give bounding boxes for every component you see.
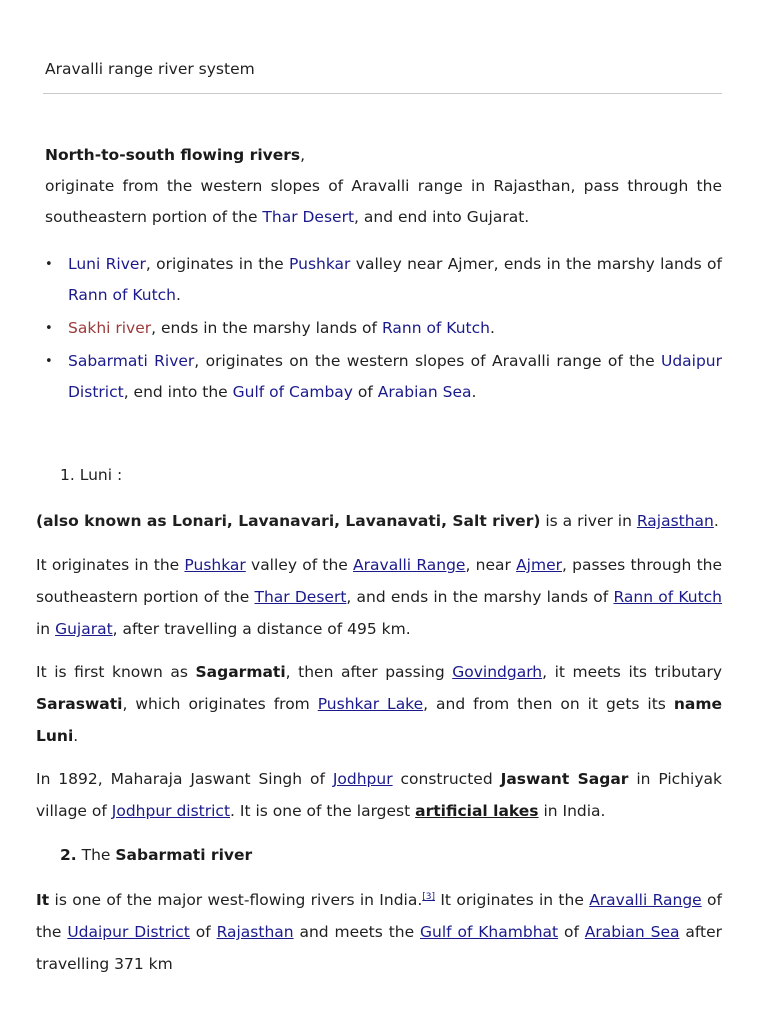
arabian-sea-link[interactable]: Arabian Sea xyxy=(377,383,472,401)
gulf-of-cambay-link[interactable]: Gulf of Cambay xyxy=(232,383,353,401)
luni-paragraph-4: In 1892, Maharaja Jaswant Singh of Jodhpur constructed Jaswant Sagar in Pichiyak village of Jodhpur district. It is one of the largest artificial lakes in India. xyxy=(36,770,722,820)
sabarmati-river-link[interactable]: Sabarmati River xyxy=(68,352,195,370)
ajmer-link[interactable]: Ajmer xyxy=(516,556,562,574)
gulf-of-khambhat-link[interactable]: Gulf of Khambhat xyxy=(420,923,559,941)
list-item: • Luni River, originates in the Pushkar valley near Ajmer, ends in the marshy lands of Rann of Kutch. xyxy=(45,249,722,311)
jodhpur-link[interactable]: Jodhpur xyxy=(332,770,393,788)
rann-of-kutch-link[interactable]: Rann of Kutch xyxy=(613,588,723,606)
rann-of-kutch-link[interactable]: Rann of Kutch xyxy=(68,286,177,304)
arabian-sea-link[interactable]: Arabian Sea xyxy=(584,923,680,941)
rajasthan-link[interactable]: Rajasthan xyxy=(636,512,714,530)
pushkar-link[interactable]: Pushkar xyxy=(184,556,246,574)
artificial-lakes-link[interactable]: artificial lakes xyxy=(415,802,539,820)
govindgarh-link[interactable]: Govindgarh xyxy=(452,663,543,681)
jodhpur-district-link[interactable]: Jodhpur district xyxy=(111,802,231,820)
luni-paragraph-1: (also known as Lonari, Lavanavari, Lavanavati, Salt river) is a river in Rajasthan. xyxy=(36,512,719,530)
sabarmati-paragraph: It is one of the major west-flowing rivers in India.[3] It originates in the Aravalli Range of the Udaipur District of Rajasthan and meets the Gulf of Khambhat of Arabian Sea after travelling 371 km xyxy=(36,891,723,973)
rajasthan-link[interactable]: Rajasthan xyxy=(216,923,294,941)
thar-desert-link[interactable]: Thar Desert xyxy=(254,588,347,606)
list-item: • Sakhi river, ends in the marshy lands of Rann of Kutch. xyxy=(45,313,722,344)
page-title: Aravalli range river system xyxy=(45,60,255,78)
rann-of-kutch-link[interactable]: Rann of Kutch xyxy=(381,319,490,337)
title-divider xyxy=(43,93,722,94)
sakhi-river-link[interactable]: Sakhi river xyxy=(68,319,152,337)
gujarat-link[interactable]: Gujarat xyxy=(55,620,113,638)
luni-section-heading: 1. Luni : xyxy=(60,466,123,484)
pushkar-link[interactable]: Pushkar xyxy=(289,255,351,273)
luni-paragraph-2: It originates in the Pushkar valley of the Aravalli Range, near Ajmer, passes through the southeastern portion of the Thar Desert, and ends in the marshy lands of Rann of Kutch in Gujarat, after travelling a distance of 495 km. xyxy=(36,556,723,638)
thar-desert-link[interactable]: Thar Desert xyxy=(262,208,355,226)
udaipur-district-link[interactable]: Udaipur District xyxy=(67,923,190,941)
pushkar-lake-link[interactable]: Pushkar Lake xyxy=(317,695,424,713)
reference-link[interactable]: [3] xyxy=(422,891,436,902)
river-bullet-list xyxy=(45,249,722,410)
list-item: • Sabarmati River, originates on the western slopes of Aravalli range of the Udaipur District, end into the Gulf of Cambay of Arabian Sea. xyxy=(45,346,722,408)
luni-river-link[interactable]: Luni River xyxy=(68,255,146,273)
intro-paragraph: North-to-south flowing rivers, originate from the western slopes of Aravalli range in Rajasthan, pass through the southeastern portion of the Thar Desert, and end into Gujarat. xyxy=(45,146,722,226)
luni-paragraph-3: It is first known as Sagarmati, then after passing Govindgarh, it meets its tributary Saraswati, which originates from Pushkar Lake, and from then on it gets its name Luni. xyxy=(36,663,723,745)
aravalli-range-link[interactable]: Aravalli Range xyxy=(589,891,702,909)
intro-heading: North-to-south flowing rivers xyxy=(45,146,301,164)
udaipur-district-link[interactable]: Udaipur District xyxy=(68,352,723,401)
aravalli-range-link[interactable]: Aravalli Range xyxy=(353,556,466,574)
sabarmati-section-heading: 2. The Sabarmati river xyxy=(60,846,253,864)
